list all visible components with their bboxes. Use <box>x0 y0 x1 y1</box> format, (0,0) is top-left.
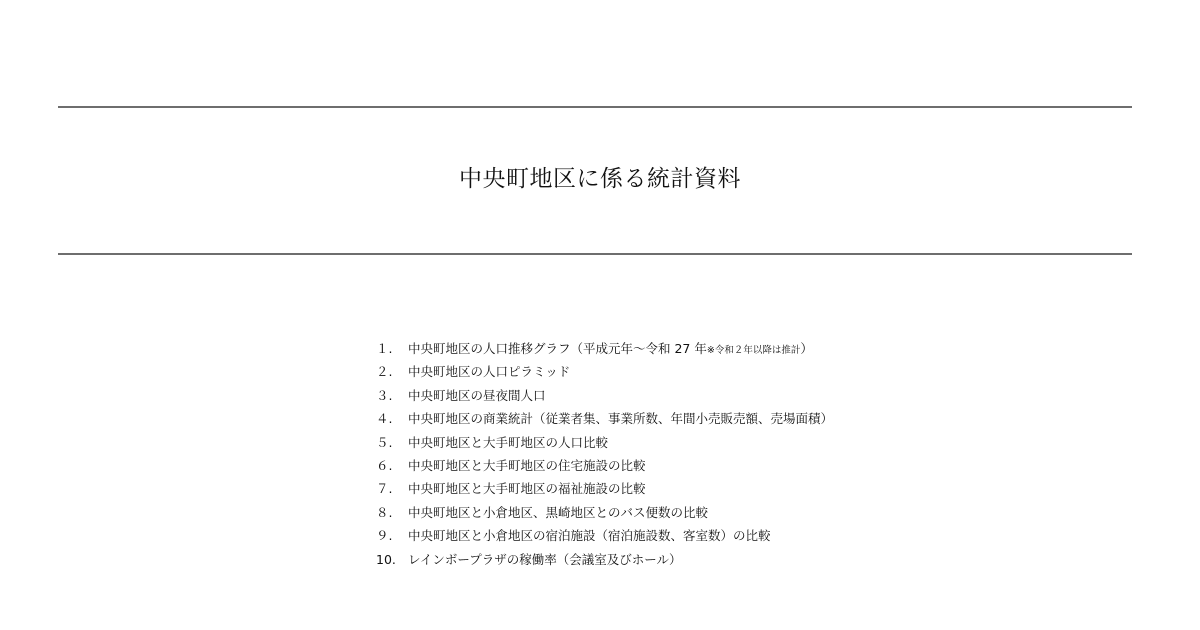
item-text: 中央町地区と小倉地区、黒崎地区とのバス便数の比較 <box>408 504 709 520</box>
page-title: 中央町地区に係る統計資料 <box>459 166 741 192</box>
list-item <box>376 477 1136 500</box>
item-number: １. <box>376 341 393 356</box>
item-number: ９. <box>376 528 393 544</box>
list-item <box>376 548 1136 571</box>
item-note: ※令和２年以降は推計 <box>706 345 801 356</box>
item-number: ５. <box>376 434 393 450</box>
item-label: 中央町地区の人口推移グラフ（平成元年～令和 27 年 <box>408 341 707 356</box>
list-item <box>376 360 1136 383</box>
item-close: ） <box>800 341 813 356</box>
list-item <box>376 501 1136 524</box>
item-text: レインボープラザの稼働率（会議室及びホール） <box>408 551 682 567</box>
list-item <box>376 407 1136 430</box>
item-number: ７. <box>376 481 393 497</box>
list-item <box>376 384 1136 407</box>
item-text: 中央町地区の商業統計（従業者集、事業所数、年間小売販売額、売場面積） <box>408 411 834 427</box>
list-item <box>376 337 1136 360</box>
item-text <box>408 337 813 362</box>
bottom-divider <box>58 253 1132 255</box>
item-number: ３. <box>376 387 393 403</box>
item-number: ４. <box>376 411 393 427</box>
item-text: 中央町地区と大手町地区の人口比較 <box>408 434 609 450</box>
top-divider <box>58 106 1132 108</box>
item-text: 中央町地区と小倉地区の宿泊施設（宿泊施設数、客室数）の比較 <box>408 528 771 544</box>
item-text: 中央町地区の昼夜間人口 <box>408 387 546 403</box>
item-text: 中央町地区の人口ピラミッド <box>408 364 571 380</box>
item-number: 10. <box>376 551 396 567</box>
item-number: ８. <box>376 504 393 520</box>
item-text: 中央町地区と大手町地区の住宅施設の比較 <box>408 457 646 473</box>
item-text: 中央町地区と大手町地区の福祉施設の比較 <box>408 481 646 497</box>
list-item <box>376 431 1136 454</box>
list-item <box>376 454 1136 477</box>
list-item <box>376 524 1136 547</box>
item-number: ６. <box>376 457 393 473</box>
item-number: ２. <box>376 364 393 380</box>
table-of-contents <box>376 337 1136 571</box>
